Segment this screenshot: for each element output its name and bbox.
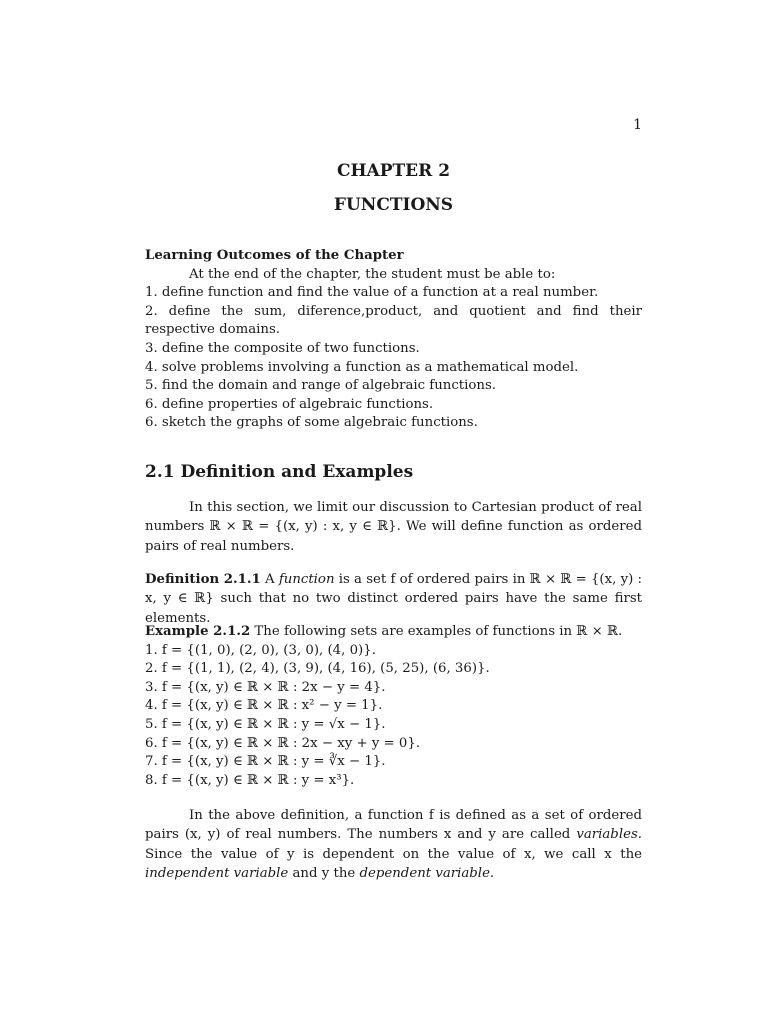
definition-text-b: is a set f of ordered pairs in ℝ × ℝ = {(x, y) : x, y ∈ ℝ} such that no two distinct ordered pairs have the same first elements. [145,572,642,626]
example-item: 7. f = {(x, y) ∈ ℝ × ℝ : y = ∛x − 1}. [145,754,386,770]
definition-text-a: A [260,572,279,587]
outcome-item: 6. sketch the graphs of some algebraic functions. [145,415,478,431]
paragraph-text: In the above definition, a function f is defined as a set of ordered pairs (x, y) of real numbers. The numbers x and y are called [145,808,642,843]
term-variables: variables. [576,827,642,843]
page-number: 1 [633,117,642,133]
function-variables-paragraph [145,806,642,883]
chapter-title: FUNCTIONS [333,195,454,215]
example-item: 3. f = {(x, y) ∈ ℝ × ℝ : 2x − y = 4}. [145,679,386,695]
section-intro-paragraph: In this section, we limit our discussion to Cartesian product of real numbers ℝ × ℝ = {(x, y) : x, y ∈ ℝ}. We will define function as ordered pairs of real numbers. [145,500,642,554]
learning-outcomes [145,247,642,433]
outcome-item: 3. define the composite of two functions. [145,340,420,356]
outcome-item: 2. define the sum, diference,product, and quotient and find their respective domains. [145,303,642,338]
paragraph-text: Since the value of y is dependent on the value of x, we call x the [145,846,642,862]
example-item: 6. f = {(x, y) ∈ ℝ × ℝ : 2x − xy + y = 0}. [145,735,421,751]
example-item: 2. f = {(1, 1), (2, 4), (3, 9), (4, 16), (5, 25), (6, 36)}. [145,661,490,677]
example-item: 5. f = {(x, y) ∈ ℝ × ℝ : y = √x − 1}. [145,716,386,732]
section-title: 2.1 Definition and Examples [145,462,414,482]
definition-block [145,570,642,628]
outcomes-intro: At the end of the chapter, the student must be able to: [189,266,556,282]
example-text: The following sets are examples of functions in ℝ × ℝ. [250,624,623,639]
chapter-number: CHAPTER 2 [336,161,451,181]
example-item: 4. f = {(x, y) ∈ ℝ × ℝ : x² − y = 1}. [145,698,383,714]
outcome-item: 6. define properties of algebraic functions. [145,396,434,412]
definition-term: function [278,572,335,587]
example-item: 1. f = {(1, 0), (2, 0), (3, 0), (4, 0)}. [145,642,376,658]
example-label: Example 2.1.2 [145,624,251,639]
paragraph-text: and y the [288,865,360,881]
outcome-item: 5. find the domain and range of algebraic functions. [145,378,497,394]
outcome-item: 4. solve problems involving a function as a mathematical model. [145,359,579,375]
outcome-item: 1. define function and find the value of a function at a real number. [145,285,599,301]
definition-label: Definition 2.1.1 [145,572,261,587]
term-dependent-variable: dependent variable. [359,865,495,881]
outcomes-heading: Learning Outcomes of the Chapter [145,248,404,263]
term-independent-variable: independent variable [145,865,289,881]
example-item: 8. f = {(x, y) ∈ ℝ × ℝ : y = x³}. [145,772,355,788]
example-block [145,623,642,790]
